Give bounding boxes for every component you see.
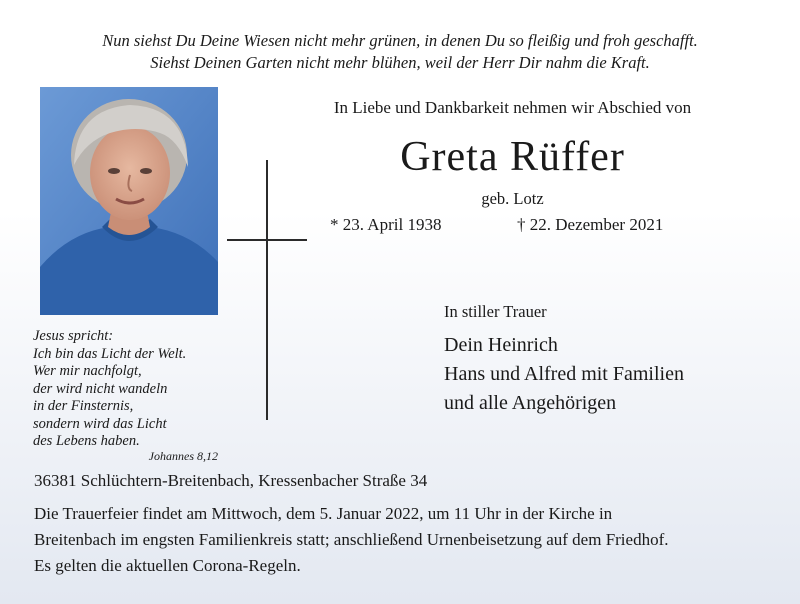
details-line-3: Es gelten die aktuellen Corona-Regeln.: [34, 556, 301, 575]
mourning-label: In stiller Trauer: [444, 302, 547, 321]
quote-line: des Lebens haben.: [33, 433, 140, 449]
mourner-line: Dein Heinrich: [444, 334, 558, 356]
cross-horizontal-line: [227, 239, 307, 241]
quote-reference: Johannes 8,12: [148, 449, 218, 463]
details-line-1: Die Trauerfeier findet am Mittwoch, dem 5. Januar 2022, um 11 Uhr in der Kirche in: [34, 504, 613, 523]
quote-line: sondern wird das Licht: [33, 415, 167, 432]
mourner-line: und alle Angehörigen: [444, 392, 617, 414]
deceased-name: Greta Rüffer: [400, 134, 625, 180]
verse-line-1: Nun siehst Du Deine Wiesen nicht mehr grünen, in denen Du so fleißig und froh geschafft.: [102, 31, 698, 50]
quote-line: Ich bin das Licht der Welt.: [33, 345, 187, 362]
intro-text: In Liebe und Dankbarkeit nehmen wir Abschied von: [333, 98, 692, 117]
birth-date: * 23. April 1938: [330, 215, 442, 234]
details-line-2: Breitenbach im engsten Familienkreis statt; anschließend Urnenbeisetzung auf dem Friedhof.: [34, 530, 669, 549]
cross-vertical-line: [266, 160, 268, 420]
mourner-line: Hans und Alfred mit Familien: [444, 363, 684, 385]
bible-quote: [33, 328, 186, 451]
quote-line: Jesus spricht:: [33, 328, 114, 344]
quote-line: in der Finsternis,: [33, 398, 134, 414]
opening-verse: [0, 30, 800, 74]
funeral-details: [34, 501, 774, 579]
portrait-photo: [40, 87, 218, 315]
quote-line: Wer mir nachfolgt,: [33, 363, 142, 379]
maiden-name: geb. Lotz: [481, 189, 544, 208]
quote-line: der wird nicht wandeln: [33, 380, 168, 397]
death-date: † 22. Dezember 2021: [517, 215, 664, 234]
address: 36381 Schlüchtern-Breitenbach, Kressenbacher Straße 34: [34, 471, 428, 490]
verse-line-2: Siehst Deinen Garten nicht mehr blühen, weil der Herr Dir nahm die Kraft.: [150, 53, 650, 72]
mourners-list: [444, 331, 684, 418]
